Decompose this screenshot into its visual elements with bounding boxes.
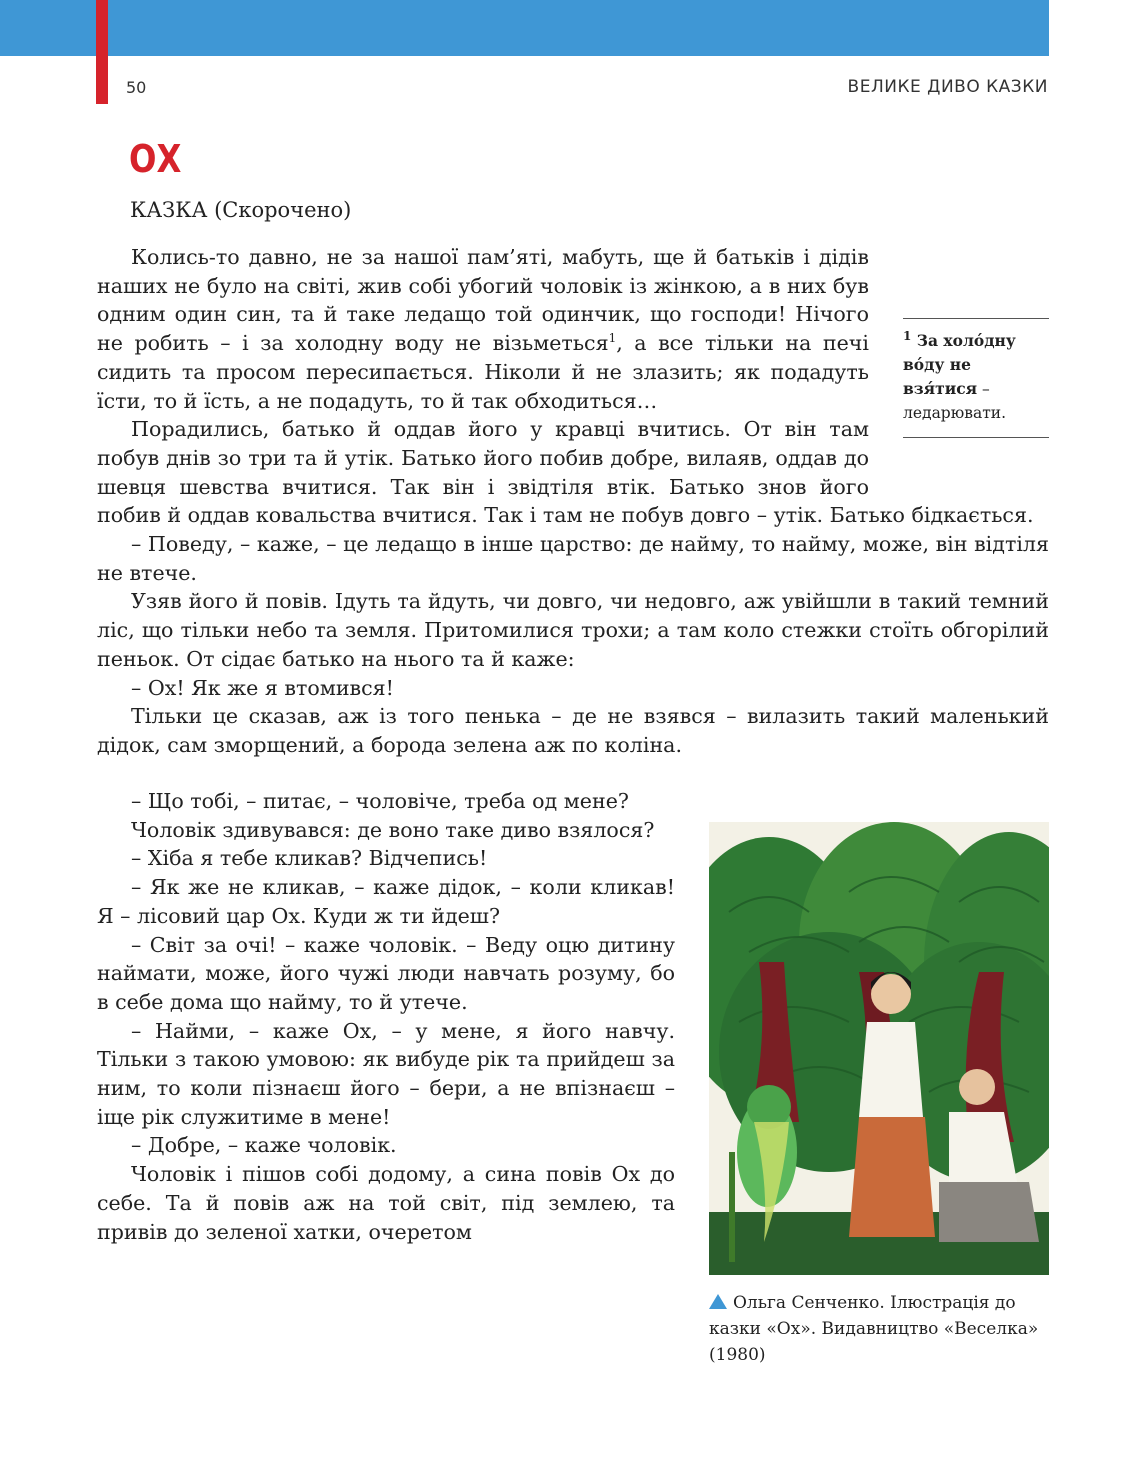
- paragraph: Узяв його й повів. Ідуть та йдуть, чи довго, чи недовго, аж увійшли в такий темний ліс, що тільки небо та земля. Притомилися трохи; а там коло стежки стоїть обгорілий пеньок. От сідає батько на нього та й каже:: [97, 589, 1049, 671]
- footnote: $^1$ За холо́дну во́ду не взя́тися – ледарювати.: [903, 318, 1049, 438]
- paragraph: – Як же не кликав, – каже дідок, – коли кликав! Я – лісовий цар Ох. Куди ж ти йдеш?: [97, 875, 675, 928]
- story-text-bottom: [97, 787, 675, 1246]
- story-illustration: [709, 822, 1049, 1275]
- footnote-ref[interactable]: 1: [608, 331, 617, 346]
- footnote-mark: 1: [903, 328, 912, 343]
- header-band: [0, 0, 1049, 56]
- chapter-marker: [96, 0, 108, 104]
- paragraph: Чоловік і пішов собі додому, а сина повів Ох до себе. Та й повів аж на той світ, під землею, та привів до зеленої хатки, очеретом: [97, 1162, 675, 1244]
- paragraph: Колись-то давно, не за нашої пам’яті, мабуть, ще й батьків і дідів наших не було на світі, жив собі убогий чоловік із жінкою, а в них був одним один син, та й таке ледащо той одинчик, що господи! Нічого не робить – і за холодну воду не візьметься$^1$, а все тільки на печі сидить та просом пересипається. Ніколи й не злазить; як подадуть їсти, то й їсть, а не подадуть, то й так обходиться…: [97, 245, 869, 413]
- illustration-caption: Ольга Сенченко. Ілюстрація до казки «Ох». Видавництво «Веселка» (1980): [709, 1293, 1039, 1365]
- triangle-icon: [709, 1294, 727, 1309]
- paragraph: – Найми, – каже Ох, – у мене, я його навчу. Тільки з такою умовою: як вибуде рік та прийдеш за ним, то коли пізнаєш його – бери, а не впізнаєш – іще рік служитиме в мене!: [97, 1018, 675, 1129]
- story-title: ОХ: [129, 137, 182, 181]
- paragraph: Тільки це сказав, аж із того пенька – де не взявся – вилазить такий маленький дідок, сам зморщений, а борода зелена аж по коліна.: [97, 704, 1049, 757]
- footnote-definition: ледарювати.: [903, 404, 1007, 422]
- paragraph: Порадились, батько й оддав його у кравці вчитись. От він там побув днів зо три та й утік. Батько його побив добре, вилаяв, оддав до шевця шевства вчитися. Так він і звідтіля втік. Батько знов його побив й оддав ковальства вчитися. Так і там не побув довго – утік. Батько бідкається.: [97, 417, 1034, 528]
- paragraph: – Що тобі, – питає, – чоловіче, треба од мене?: [131, 789, 629, 813]
- paragraph: – Ох! Як же я втомився!: [131, 675, 394, 700]
- footnote-term: За холо́дну во́ду не взя́тися: [903, 331, 1016, 398]
- paragraph: – Добре, – каже чоловік.: [131, 1133, 397, 1158]
- paragraph: – Хіба я тебе кликав? Відчепись!: [131, 846, 488, 871]
- running-title: ВЕЛИКЕ ДИВО КАЗКИ: [847, 77, 1048, 97]
- paragraph: – Світ за очі! – каже чоловік. – Веду оцю дитину наймати, може, його чужі люди навчать розуму, бо в себе дома що найму, то й утече.: [97, 932, 675, 1014]
- story-subtitle: КАЗКА (Скорочено): [130, 198, 352, 222]
- paragraph: – Поведу, – каже, – це ледащо в інше царство: де найму, то найму, може, він відтіля не втече.: [97, 532, 1049, 585]
- paragraph: Чоловік здивувався: де воно таке диво взялося?: [131, 817, 655, 842]
- page-number: 50: [126, 78, 147, 97]
- illustration-image: [709, 822, 1049, 1275]
